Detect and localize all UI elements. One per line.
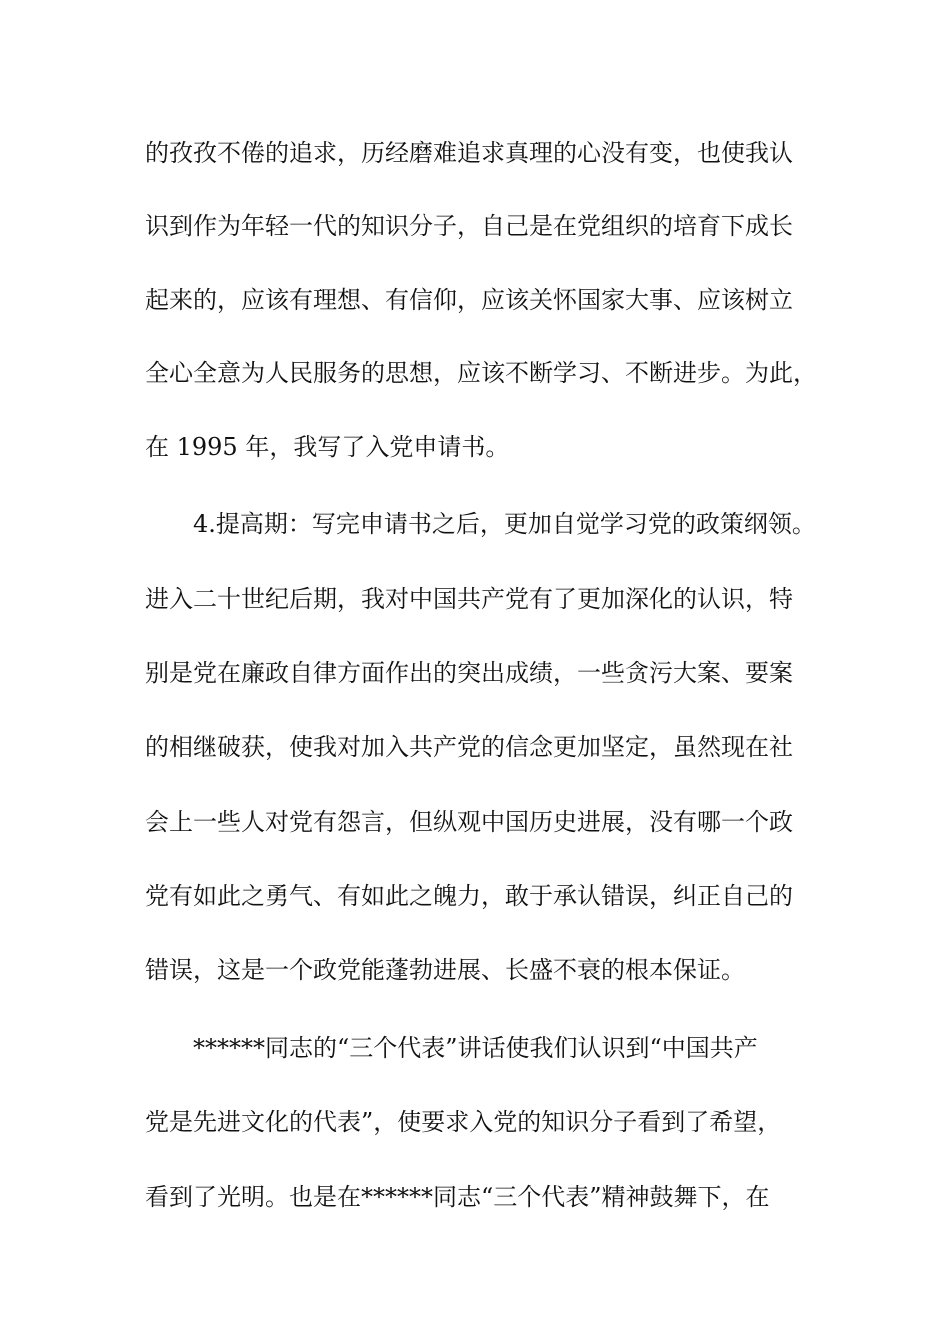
text-line-1: 的孜孜不倦的追求，历经磨难追求真理的心没有变，也使我认 [145, 139, 793, 167]
text-line-2: 识到作为年轻一代的知识分子，自己是在党组织的培育下成长 [145, 212, 793, 240]
paragraph-5-start: ******同志的“三个代表”讲话使我们认识到“中国共产 [193, 1034, 758, 1062]
text-line-15: 看到了光明。也是在******同志“三个代表”精神鼓舞下，在 [145, 1183, 770, 1211]
paragraph-4-start: 4.提高期：写完申请书之后，更加自觉学习党的政策纲领。 [193, 510, 816, 538]
text-line-3: 起来的，应该有理想、有信仰，应该关怀国家大事、应该树立 [145, 286, 793, 314]
text-line-7: 进入二十世纪后期，我对中国共产党有了更加深化的认识，特 [145, 585, 793, 613]
text-line-4: 全心全意为人民服务的思想，应该不断学习、不断进步。为此， [145, 359, 817, 387]
text-line-9: 的相继破获，使我对加入共产党的信念更加坚定，虽然现在社 [145, 733, 793, 761]
text-line-11: 党有如此之勇气、有如此之魄力，敢于承认错误，纠正自己的 [145, 882, 793, 910]
text-line-8: 别是党在廉政自律方面作出的突出成绩，一些贪污大案、要案 [145, 659, 793, 687]
text-line-10: 会上一些人对党有怨言，但纵观中国历史进展，没有哪一个政 [145, 808, 793, 836]
text-line-14: 党是先进文化的代表”，使要求入党的知识分子看到了希望， [145, 1108, 782, 1136]
text-line-5: 在 1995 年，我写了入党申请书。 [145, 433, 510, 461]
text-line-12: 错误，这是一个政党能蓬勃进展、长盛不衰的根本保证。 [145, 956, 745, 984]
